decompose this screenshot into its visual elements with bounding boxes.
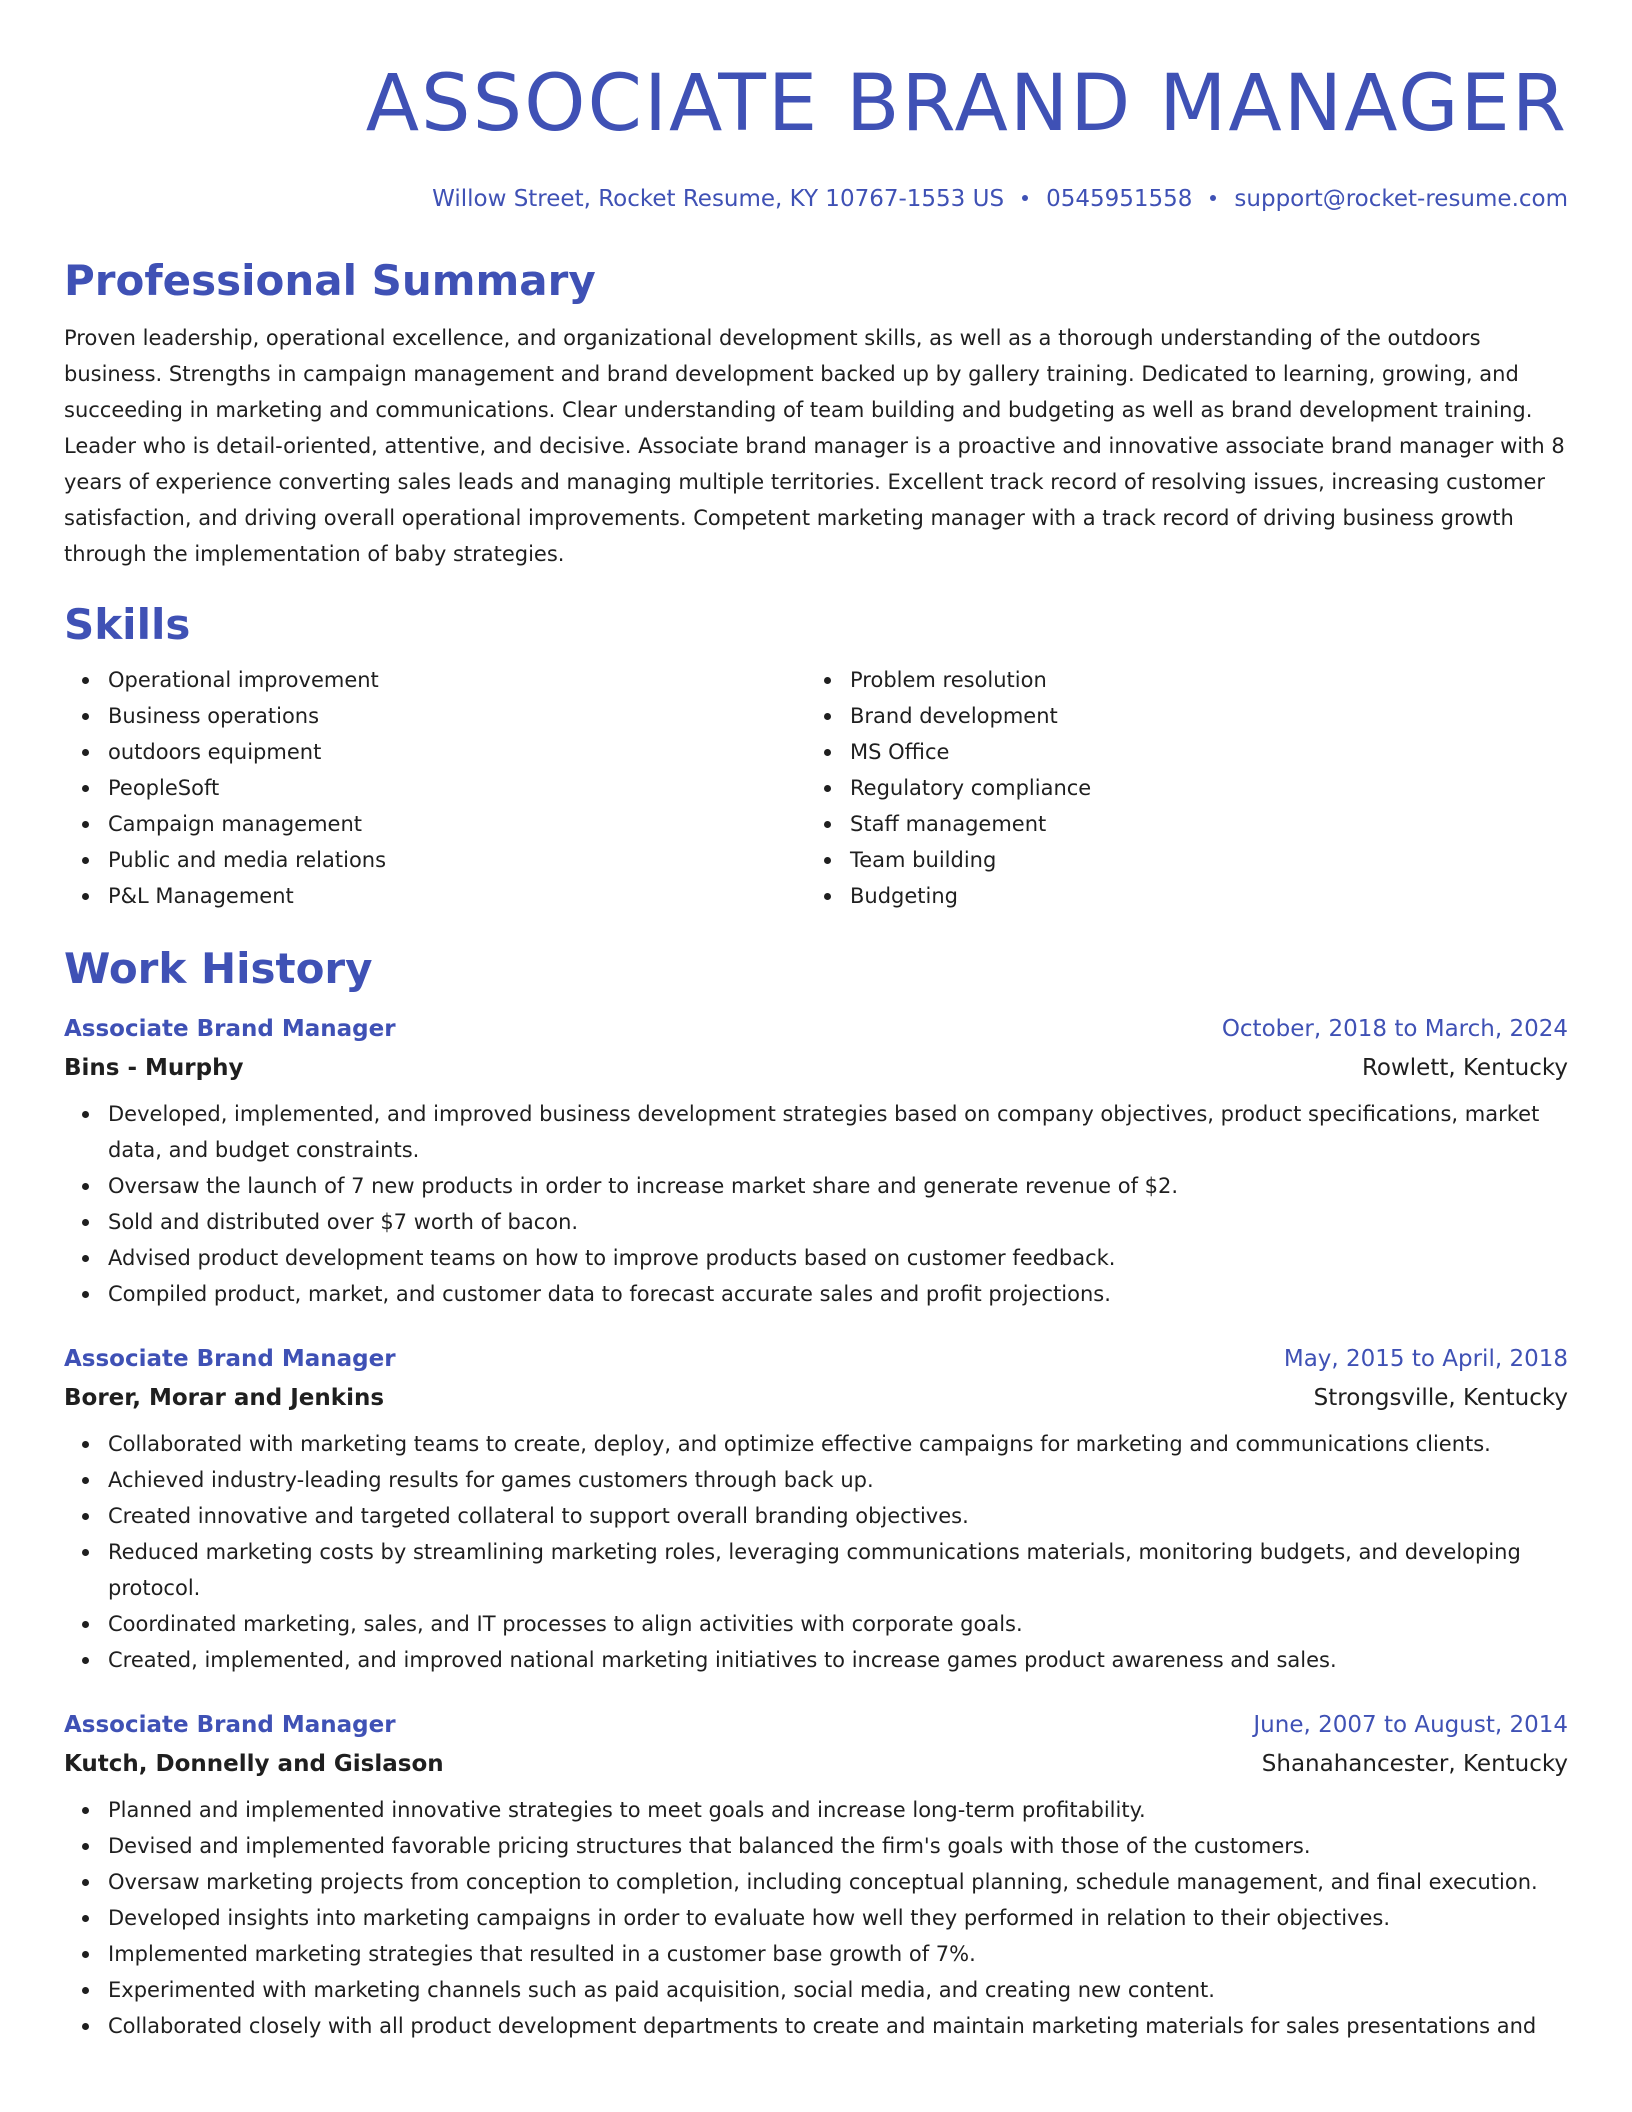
resume-title: ASSOCIATE BRAND MANAGER (365, 59, 1568, 149)
section-title-skills: Skills (64, 600, 191, 649)
contact-address: Willow Street, Rocket Resume, KY 10767-1553 US (432, 186, 1005, 212)
skill-item: PeopleSoft (108, 770, 806, 806)
section-title-work-history: Work History (64, 944, 373, 993)
job-subheader-row (64, 1744, 1568, 1784)
job-bullet: Compiled product, market, and customer data to forecast accurate sales and profit projections. (108, 1276, 1568, 1312)
job-subheader-row (64, 1048, 1568, 1088)
job-bullet: Sold and distributed over $7 worth of bacon. (108, 1204, 1568, 1240)
job-dates: June, 2007 to August, 2014 (1253, 1712, 1568, 1738)
skill-item: Operational improvement (108, 662, 806, 698)
job-bullet: Achieved industry-leading results for games customers through back up. (108, 1462, 1568, 1498)
skills-column-left (64, 662, 806, 914)
resume-page (64, 0, 1568, 2044)
job-entry (64, 1010, 1568, 1312)
job-company: Borer, Morar and Jenkins (64, 1385, 385, 1411)
job-bullets (64, 1096, 1568, 1312)
job-bullet: Oversaw the launch of 7 new products in order to increase market share and generate revenue of $2. (108, 1168, 1568, 1204)
skill-item: Team building (850, 842, 1548, 878)
job-dates: May, 2015 to April, 2018 (1283, 1346, 1568, 1372)
job-bullets (64, 1426, 1568, 1678)
job-bullet: Planned and implemented innovative strategies to meet goals and increase long-term profitability. (108, 1792, 1568, 1828)
job-bullet: Devised and implemented favorable pricing structures that balanced the firm's goals with those of the customers. (108, 1828, 1568, 1864)
skill-item: Public and media relations (108, 842, 806, 878)
skill-item: Budgeting (850, 878, 1548, 914)
job-company: Bins - Murphy (64, 1055, 244, 1081)
job-entry (64, 1340, 1568, 1678)
skill-item: outdoors equipment (108, 734, 806, 770)
contact-email[interactable]: support@rocket-resume.com (1234, 186, 1568, 212)
summary-text: Proven leadership, operational excellence, and organizational development skills, as well as a thorough understanding of the outdoors business. Strengths in campaign management and brand development backed up by gallery training. Dedicated to learning, growing, and succeeding in marketing and communications. Clear understanding of team building and budgeting as well as brand development training. Leader who is detail-oriented, attentive, and decisive. Associate brand manager is a proactive and innovative associate brand manager with 8 years of experience converting sales leads and managing multiple territories. Excellent track record of resolving issues, increasing customer satisfaction, and driving overall operational improvements. Competent marketing manager with a track record of driving business growth through the implementation of baby strategies. (64, 326, 1565, 566)
section-title-summary: Professional Summary (64, 256, 596, 305)
job-bullet: Implemented marketing strategies that resulted in a customer base growth of 7%. (108, 1936, 1568, 1972)
job-bullet: Collaborated closely with all product development departments to create and maintain marketing materials for sales presentations and (108, 2008, 1568, 2044)
job-header-row (64, 1340, 1568, 1378)
skill-item: MS Office (850, 734, 1548, 770)
skills-list (64, 662, 1568, 914)
job-bullet: Advised product development teams on how to improve products based on customer feedback. (108, 1240, 1568, 1276)
job-role: Associate Brand Manager (64, 1346, 396, 1372)
job-bullet: Developed, implemented, and improved business development strategies based on company objectives, product specifications, market data, and budget constraints. (108, 1096, 1568, 1168)
job-entry (64, 1706, 1568, 2044)
job-bullet: Experimented with marketing channels such as paid acquisition, social media, and creating new content. (108, 1972, 1568, 2008)
contact-phone: 0545951558 (1046, 186, 1193, 212)
skill-item: Brand development (850, 698, 1548, 734)
job-dates: October, 2018 to March, 2024 (1221, 1016, 1568, 1042)
job-bullets (64, 1792, 1568, 2044)
job-role: Associate Brand Manager (64, 1016, 396, 1042)
job-bullet: Created innovative and targeted collateral to support overall branding objectives. (108, 1498, 1568, 1534)
job-bullet: Created, implemented, and improved national marketing initiatives to increase games product awareness and sales. (108, 1642, 1568, 1678)
job-bullet: Reduced marketing costs by streamlining marketing roles, leveraging communications materials, monitoring budgets, and developing protocol. (108, 1534, 1568, 1606)
separator-dot (1210, 195, 1216, 201)
job-bullet: Collaborated with marketing teams to create, deploy, and optimize effective campaigns for marketing and communications clients. (108, 1426, 1568, 1462)
skill-item: Regulatory compliance (850, 770, 1548, 806)
skill-item: Problem resolution (850, 662, 1548, 698)
skill-item: Campaign management (108, 806, 806, 842)
job-location: Shanahancester, Kentucky (1261, 1751, 1568, 1777)
job-header-row (64, 1706, 1568, 1744)
skill-item: Business operations (108, 698, 806, 734)
skill-item: Staff management (850, 806, 1548, 842)
job-bullet: Oversaw marketing projects from conception to completion, including conceptual planning, schedule management, and final execution. (108, 1864, 1568, 1900)
job-location: Rowlett, Kentucky (1361, 1055, 1568, 1081)
job-bullet: Coordinated marketing, sales, and IT processes to align activities with corporate goals. (108, 1606, 1568, 1642)
skills-column-right (806, 662, 1548, 914)
job-location: Strongsville, Kentucky (1313, 1385, 1568, 1411)
skill-item: P&L Management (108, 878, 806, 914)
job-bullet: Developed insights into marketing campaigns in order to evaluate how well they performed in relation to their objectives. (108, 1900, 1568, 1936)
contact-line (64, 184, 1568, 214)
job-header-row (64, 1010, 1568, 1048)
separator-dot (1022, 195, 1028, 201)
job-company: Kutch, Donnelly and Gislason (64, 1751, 444, 1777)
job-role: Associate Brand Manager (64, 1712, 396, 1738)
job-subheader-row (64, 1378, 1568, 1418)
